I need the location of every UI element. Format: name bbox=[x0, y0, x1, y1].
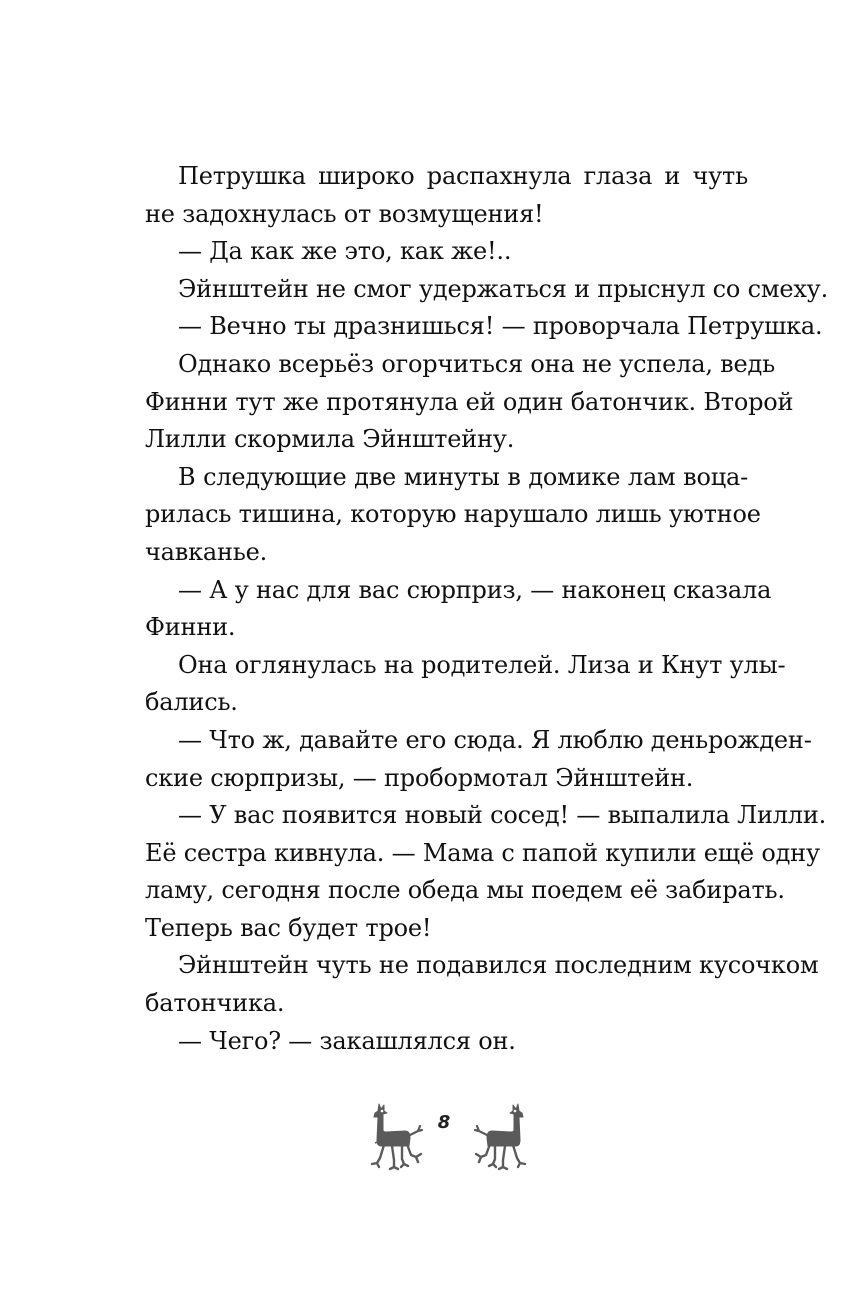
text-line: В следующие две минуты в домике лам воца- bbox=[178, 462, 748, 491]
text-line: ские сюрпризы, — пробормотал Эйнштейн. bbox=[145, 763, 694, 792]
page-number: 8 bbox=[437, 1112, 451, 1133]
page-footer bbox=[0, 1100, 863, 1175]
text-line: — У вас появится новый сосед! — выпалила Лилли. bbox=[178, 801, 827, 830]
text-line: Теперь вас будет трое! bbox=[145, 913, 432, 942]
text-line: Она оглянулась на родителей. Лиза и Кнут улы- bbox=[178, 650, 786, 679]
text-line: Её сестра кивнула. — Мама с папой купили ещё одну bbox=[145, 838, 820, 867]
text-line: Эйнштейн не смог удержаться и прыснул со смеху. bbox=[178, 274, 829, 303]
text-line: не задохнулась от возмущения! bbox=[145, 199, 544, 228]
text-line: чавканье. bbox=[145, 537, 268, 566]
text-line: ламу, сегодня после обеда мы поедем её забирать. bbox=[145, 876, 785, 905]
body-text bbox=[145, 158, 829, 1060]
text-line: Лилли скормила Эйнштейну. bbox=[145, 425, 515, 454]
llama-icon bbox=[471, 1100, 531, 1172]
text-line: батончика. bbox=[145, 989, 285, 1018]
text-line: Финни. bbox=[145, 613, 236, 642]
text-line: бались. bbox=[145, 688, 238, 717]
text-line: — Вечно ты дразнишься! — проворчала Петрушка. bbox=[178, 312, 823, 341]
text-line: Финни тут же протянула ей один батончик. Второй bbox=[145, 387, 794, 416]
text-line: Эйнштейн чуть не подавился последним кусочком bbox=[178, 951, 819, 980]
text-line: — Чего? — закашлялся он. bbox=[178, 1026, 516, 1055]
llama-icon bbox=[366, 1100, 426, 1172]
text-line: — Что ж, давайте его сюда. Я люблю деньрожден- bbox=[178, 725, 812, 754]
text-line: Однако всерьёз огорчиться она не успела, ведь bbox=[178, 349, 775, 378]
text-line: рилась тишина, которую нарушало лишь уютное bbox=[145, 500, 761, 529]
text-line: — А у нас для вас сюрприз, — наконец сказала bbox=[178, 575, 772, 604]
text-line: — Да как же это, как же!.. bbox=[178, 237, 512, 266]
text-line: Петрушка широко распахнула глаза и чуть bbox=[178, 162, 748, 190]
